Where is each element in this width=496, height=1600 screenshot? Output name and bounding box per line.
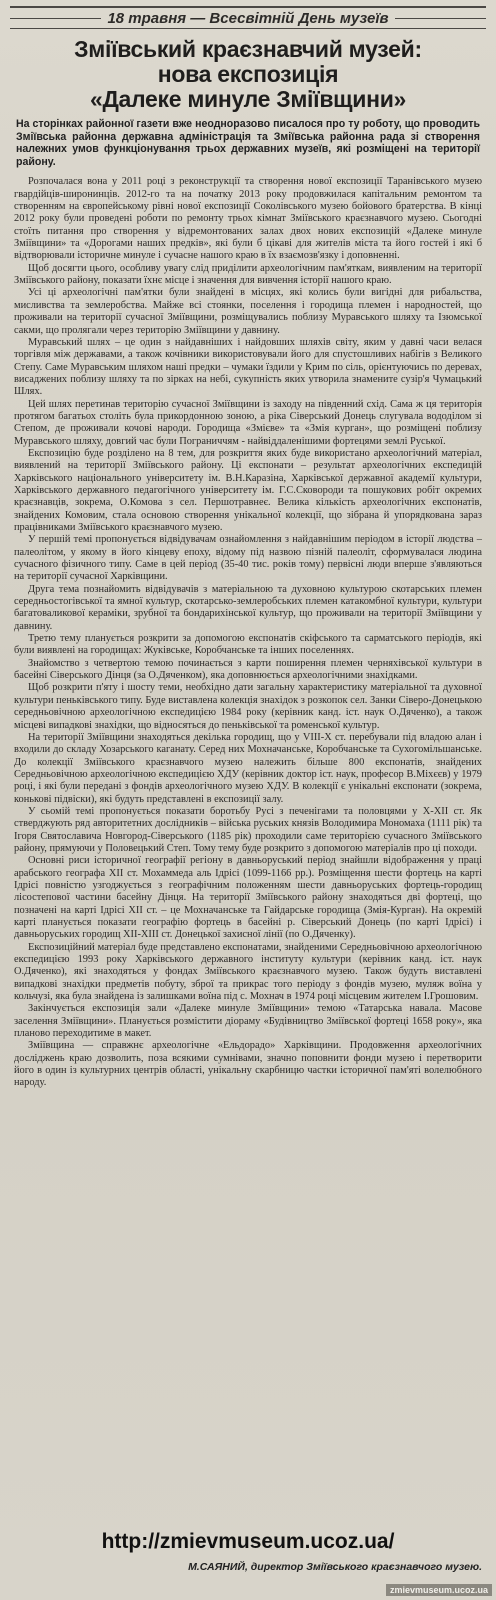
paragraph: Розпочалася вона у 2011 році з реконструкції та створення нової експозиції Таранівського музею гвардійців-широнинців. 2012-го та на початку 2013 року продовжилася капітальним ремонтом та створенням на європейському рівні нової експозиції Соколівського музею бойового братерства. В кінці 2012 року були проведені роботи по ремонту трьох кімнат Зміївського краєзнавчого музею. Сьогодні стоїть питання про створення у відремонтованих залах двох нових експозицій «Далеке минуле Зміївщини» та «Дорогами наших предків», які були б цікаві для жителів міста та його гостей і які б відтворювали історичне минуле і сучасне нашого краю в їх взаємозв'язку і доповненні. <box>14 176 482 262</box>
paragraph: Третю тему планується розкрити за допомогою експонатів скіфського та сарматського періодів, які були виявлені на городищах: Жуківське, Коробчанське та інших поселеннях. <box>14 633 482 657</box>
rubric-line-right <box>395 18 486 19</box>
paragraph: Щоб досягти цього, особливу увагу слід приділити археологічним пам'яткам, виявленим на території Зміївського району, показати їхнє місце і значення для вивчення історії нашого краю. <box>14 262 482 287</box>
paragraph: У сьомій темі пропонується показати боротьбу Русі з печенігами та половцями у Х-XII ст. Як стверджують ряд авторитетних дослідників – війська руських князів Володимира Мономаха (1111 рік) та Ігоря Святославича Новгород-Сіверського (1185 рік) проходили саме територією сучасного Зміївського району, прямуючи у Половецький Степ. Тому тему буде розкрито з допомогою матеріалів про ці походи. <box>14 805 482 854</box>
paragraph: Щоб розкрити п'яту і шосту теми, необхідно дати загальну характеристику матеріальної та духовної культури пеньківського типу. Буде виставлена колекція знахідок з розкопок сел. Занки Сіверо-Донецькою середньовічною археологічною експедицією 1984 року (керівник канд. іст. наук О.Дяченко), а також місцеві випадкові знахідки, що відносяться до пеньківської та роменської культур. <box>14 682 482 731</box>
museum-url: http://zmievmuseum.ucoz.ua/ <box>101 1530 395 1553</box>
author-signature: М.САЯНИЙ, директор Зміївського краєзнавчого музею. <box>188 1561 482 1573</box>
headline-line-3: «Далеке минуле Зміївщини» <box>89 86 407 112</box>
paragraph: Друга тема познайомить відвідувачів з матеріальною та духовною культурою скотарських племен середньостогівської та ямної культур, скотарсько-землеробських племен катакомбної культури, культури багатоваликової кераміки, зрубної та бондарихінської культур, що проживали на території Зміївщини у давнину. <box>14 583 482 632</box>
paragraph: На території Зміївщини знаходяться декілька городищ, що у VIII-X ст. перебували під владою алан і входили до складу Хозарського каганату. Серед них Мохначанське, Коробчанське та Сухогомільшанське. До колекції Зміївського краєзнавчого музею належить більше 800 експонатів, знайдених Середньовічною археологічною експедицією ХДУ (керівник доктор іст. наук, професор В.Міхєєв) у 1979 році, і які були передані з фондів археологічного музею ХДУ. В колекції є унікальні експонати (зокрема, конькові підвіски), які будуть представлені в експозиції залу. <box>14 731 482 805</box>
headline-line-1: Зміївський краєзнавчий музей: <box>74 36 422 62</box>
paragraph: Експозицію буде розділено на 8 тем, для розкриття яких буде використано археологічний матеріал, виявлений на території Зміївського району. Ці експонати – результат археологічних експедицій Харківського національного університету ім. В.Н.Каразіна, Харківської державної академії культури, Харківського державного педагогічного університету ім. Г.С.Сковороди та пошукових робіт окремих краєзнавців, зокрема, О.Комова з сел. Першотравнеє. Велика кількість археологічних експонатів, знайдених Комовим, стала основою створення унікальної колекції, що зібрана й упорядкована зараз працівниками Зміївського краєзнавчого музею. <box>14 447 482 533</box>
paragraph: Муравський шлях – це один з найдавніших і найдовших шляхів світу, яким у давні часи велася торгівля між державами, а також кочівники використовували його для спустошливих набігів з Великого Степу. Саме Муравським шляхом наші предки – чумаки їздили у Крим по сіль, орієнтуючись по деревах, висаджених поблизу шляху та по зірках на небі, сукупність яких утворила знамените сузір'я Чумацький Шлях. <box>14 336 482 398</box>
paragraph: Основні риси історичної географії регіону в давньоруський період знайшли відображення у праці арабського географа ХІІ ст. Мохаммеда аль Ідрісі (1099-1166 рр.). Розміщення шести фортець на карті Ідрісі повністю узгоджується з географічним положенням шести давньоруських фортець-городищ лісостепової частини басейну Дінця. На території Зміївського району знаходяться дві фортеці, що позначені на карті Ідрісі XII ст. – це Мохначанське та Гайдарське городища (Змія-Курган). На окремій карті планується показати географію фортець в басейні р. Сіверський Донець (по карті Ідрісі) і давньоруських городищ XII-XIII ст. Донецької захисної лінії (по О.Дяченку). <box>14 855 482 941</box>
rubric-line-left <box>10 18 101 19</box>
paragraph: У першій темі пропонується відвідувачам ознайомлення з найдавнішим періодом в історії людства – палеолітом, у якому в його кінцеву епоху, відому під назвою пізній палеоліт, сформувалася людина сучасного фізичного типу. Саме в цей період (35-40 тис. років тому) первісні люди вперше з'являються на території сучасної Харківщини. <box>14 534 482 583</box>
paragraph: Експозиційний матеріал буде представлено експонатами, знайденими Середньовічною археологічною експедицією 1993 року Харківського державного інституту культури (керівник канд. іст. наук О.Дяченко), які знаходяться у фондах Зміївського краєзнавчого музею. Також будуть виставлені випадкові знахідки предметів побуту, зброї та прикрас того періоду з фондів музею, муляж воїна у кольчузі, яка була знайдена із залишками воїна під с. Мохнач в 1974 році місцевим жителем І.Грошовим. <box>14 941 482 1003</box>
paragraph: Зміївщина — справжнє археологічне «Ельдорадо» Харківщини. Продовження археологічних досліджень краю дозволить, поза всякими сумнівами, значно поповнити фонди музею і перетворити його в один із культурних центрів області, унікальну скарбницю частки історичної пам'яті волелюбного народу. <box>14 1040 482 1089</box>
headline-line-2: нова експозиція <box>157 61 339 87</box>
rubric: 18 травня — Всесвітній День музеїв <box>107 10 389 27</box>
paragraph: Знайомство з четвертою темою починається з карти поширення племен черняхівської культури в басейні Сіверського Дінця (за О.Дяченком), яка доповнюється археологічними знахідками. <box>14 657 482 682</box>
lead-paragraph: На сторінках районної газети вже неодноразово писалося про ту роботу, що проводить Зміївська районна державна адміністрація та Зміївська районна рада зі створення належних умов функціонування трьох державних музеїв, які розміщені на території району. <box>16 118 480 168</box>
paragraph: Усі ці археологічні пам'ятки були знайдені в місцях, які колись були вигідні для рибальства, мисливства та землеробства. Майже всі стоянки, поселення і городища племен і народностей, що проживали на території сучасної Зміївщини, розміщувались поблизу Муравського шляху та Ізюмської сакми, що пролягали через територію Зміївщини у давнину. <box>14 287 482 336</box>
paragraph: Цей шлях перетинав територію сучасної Зміївщини із заходу на південний схід. Сама ж ця територія протягом багатьох століть була прикордонною зоною, а ріка Сіверський Донець слугувала вододілом зі Степом, де проживали кочові народи. Городища «Змієве» та «Змія курган», що розміщені поблизу Муравського шляху, довгий час були Пограниччям - найвіддаленішими фортецями землі Руської. <box>14 398 482 447</box>
site-watermark: zmievmuseum.ucoz.ua <box>386 1584 492 1596</box>
article-body <box>14 176 482 1089</box>
headline <box>10 37 486 112</box>
rubric-bar <box>10 6 486 29</box>
paragraph: Закінчується експозиція зали «Далеке минуле Зміївщини» темою «Татарська навала. Масове заселення Зміївщини». Планується розмістити діораму «Будівництво Зміївської фортеці 1658 року», яка планово переходитиме в макет. <box>14 1003 482 1040</box>
